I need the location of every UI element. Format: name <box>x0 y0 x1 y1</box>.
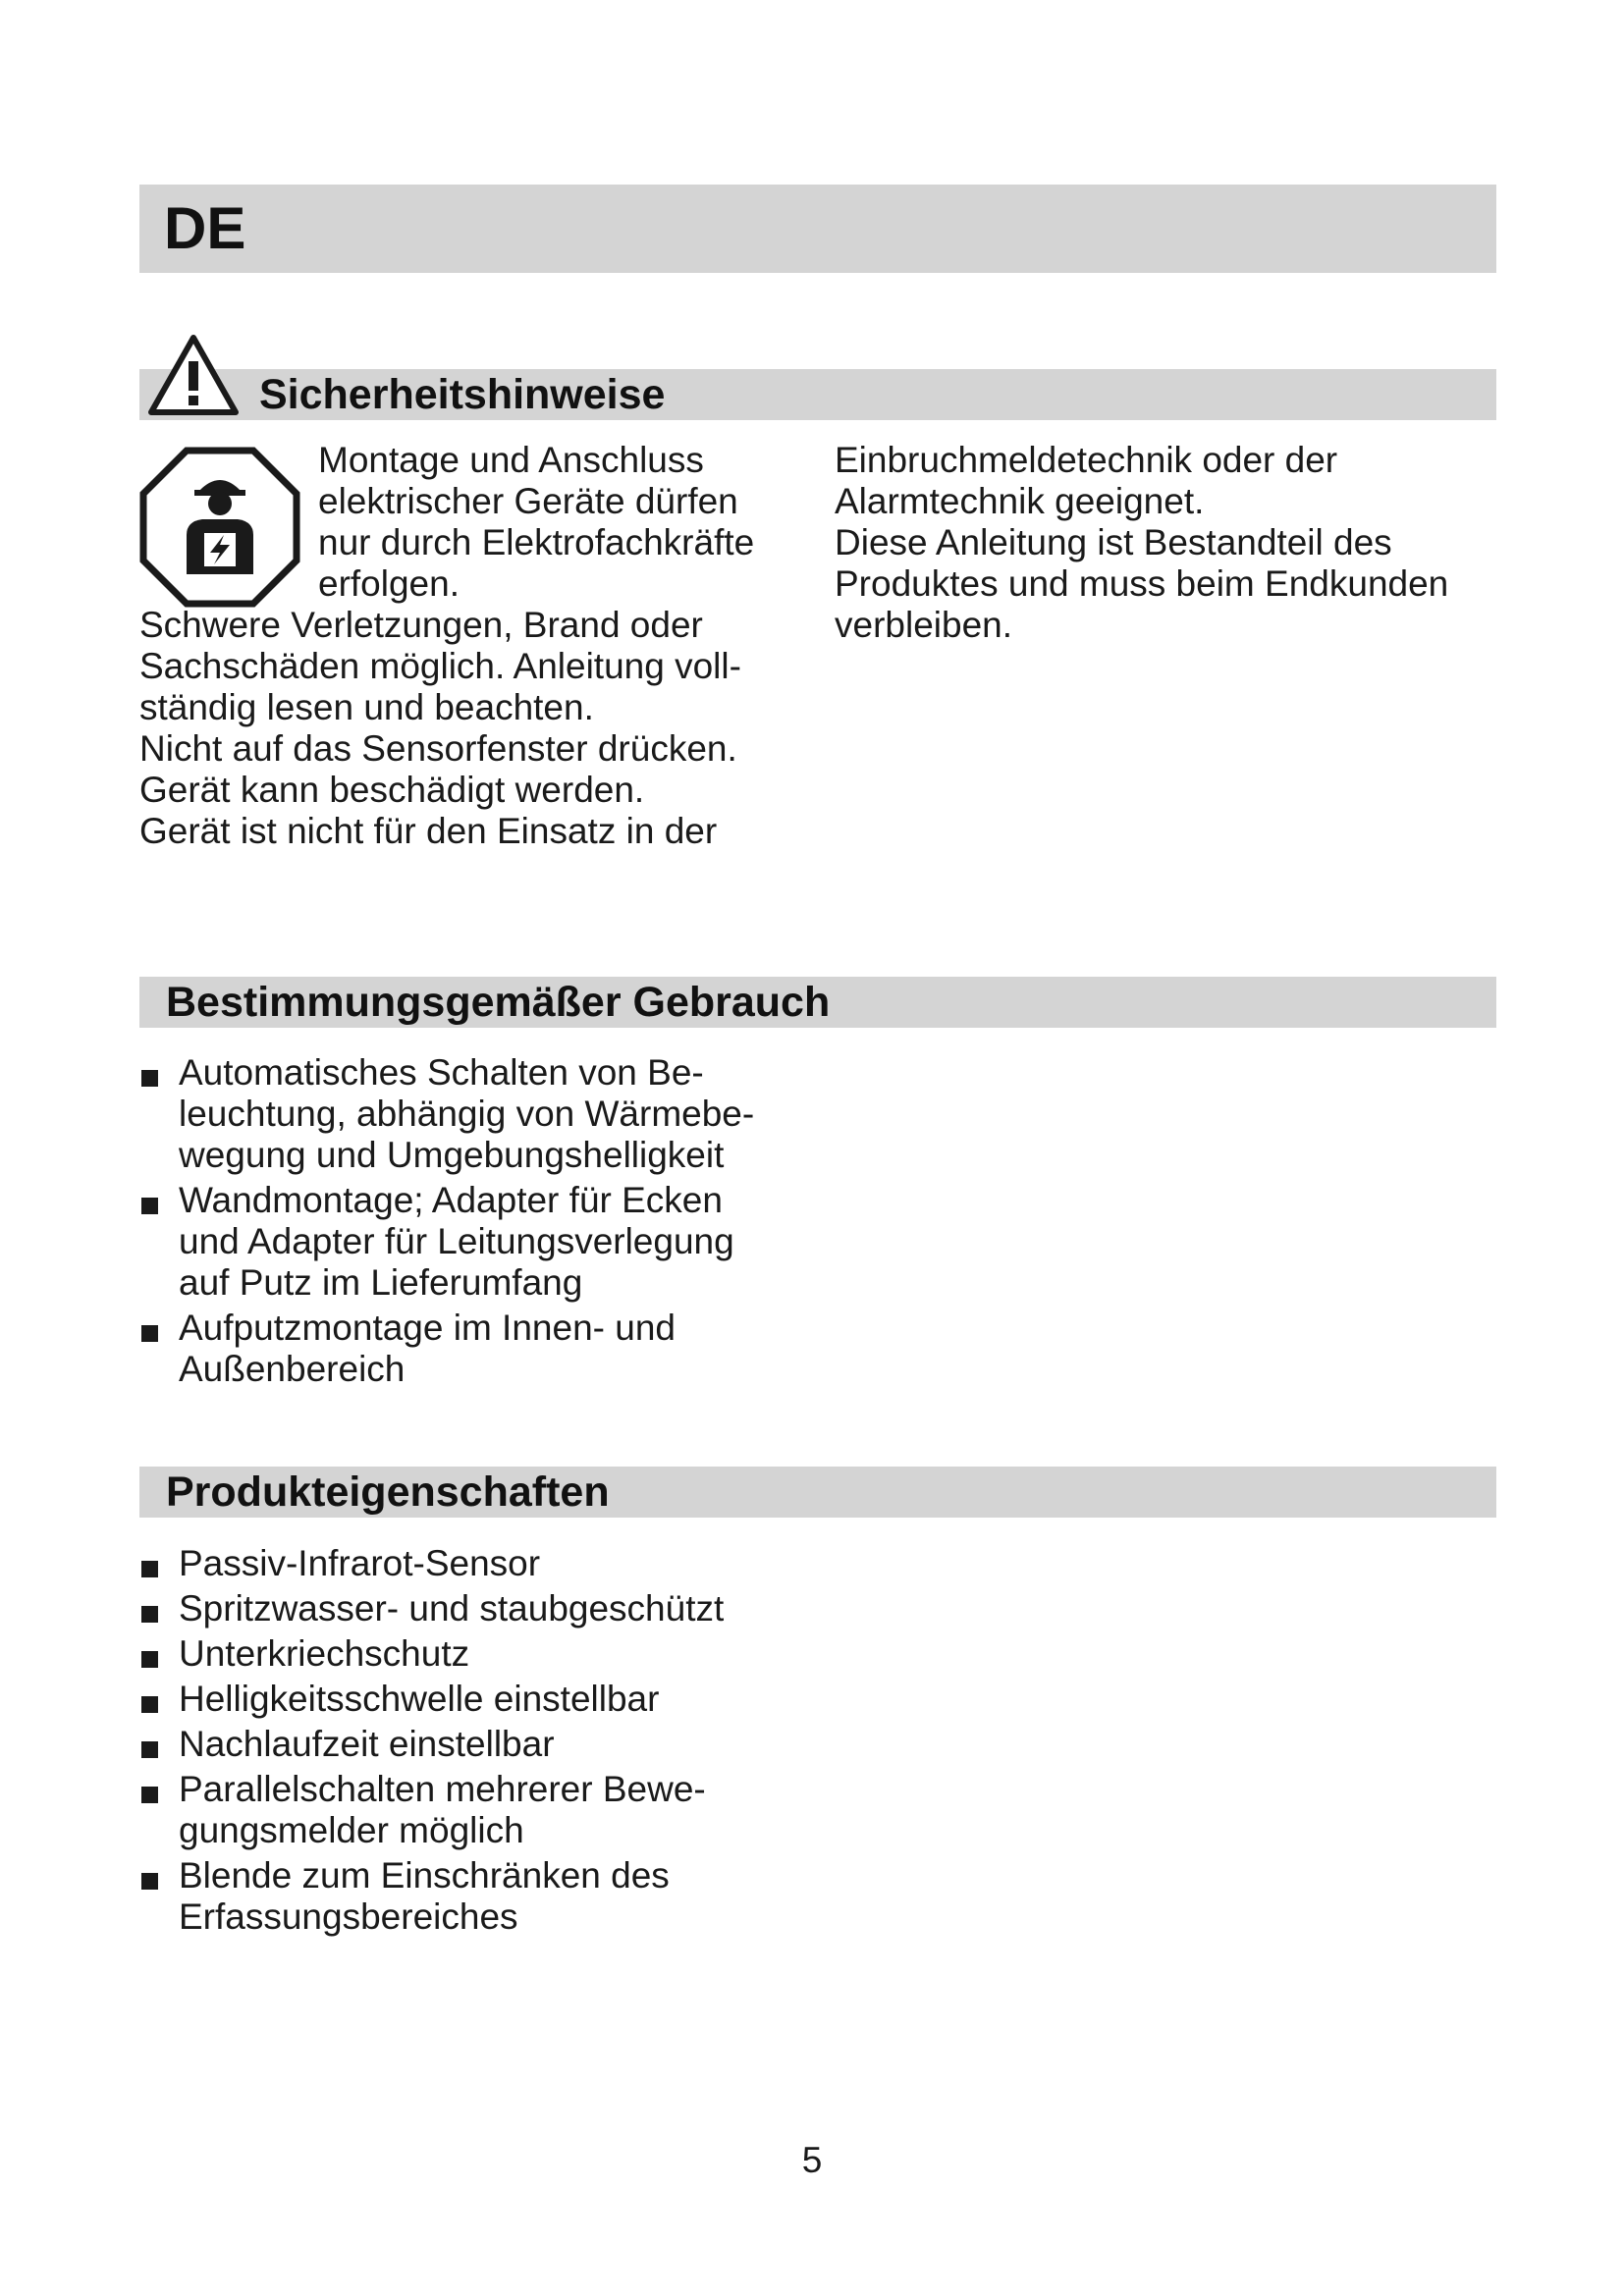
list-item-line: und Adapter für Leitungsverlegung <box>179 1221 734 1261</box>
list-item <box>139 1679 724 1720</box>
list-item-line: Parallelschalten mehrerer Bewe- <box>179 1769 706 1809</box>
list-item-line: Blende zum Einschränken des <box>179 1855 670 1896</box>
features-section-title: Produkteigenschaften <box>166 1468 610 1516</box>
list-item-line: Unterkriechschutz <box>179 1633 470 1674</box>
list-item-line: Automatisches Schalten von Be- <box>179 1052 704 1093</box>
list-item-line: Helligkeitsschwelle einstellbar <box>179 1679 660 1719</box>
safety-text-line: ständig lesen und beachten. <box>139 687 594 727</box>
safety-text-line: Alarmtechnik geeignet. <box>835 481 1205 521</box>
safety-text-line: verbleiben. <box>835 605 1013 645</box>
safety-text-line: nur durch Elektrofachkräfte <box>318 522 755 562</box>
safety-text-line: erfolgen. <box>318 563 460 604</box>
list-item-line: leuchtung, abhängig von Wärmebe- <box>179 1094 755 1134</box>
list-item <box>139 1588 724 1629</box>
safety-text-line: Diese Anleitung ist Bestandteil des <box>835 522 1392 562</box>
list-item-line: auf Putz im Lieferumfang <box>179 1262 583 1303</box>
list-item-line: wegung und Umgebungshelligkeit <box>179 1135 725 1175</box>
list-item <box>139 1769 724 1851</box>
list-item <box>139 1724 724 1765</box>
safety-text-line: Gerät ist nicht für den Einsatz in der <box>139 811 718 851</box>
language-code: DE <box>164 195 246 261</box>
intended-use-section-title: Bestimmungsgemäßer Gebrauch <box>166 979 831 1026</box>
list-item-line: Erfassungsbereiches <box>179 1896 518 1937</box>
page-number: 5 <box>801 2140 823 2180</box>
safety-text-line: Gerät kann beschädigt werden. <box>139 770 645 810</box>
list-item-line: gungsmelder möglich <box>179 1810 524 1850</box>
safety-text-line: Produktes und muss beim Endkunden <box>835 563 1449 604</box>
safety-section-title: Sicherheitshinweise <box>259 371 666 418</box>
list-item-line: Wandmontage; Adapter für Ecken <box>179 1180 723 1220</box>
safety-text-line: Montage und Anschluss <box>318 440 704 480</box>
list-item <box>139 1180 754 1304</box>
safety-text-line: Nicht auf das Sensorfenster drücken. <box>139 728 737 769</box>
list-item-line: Passiv-Infrarot-Sensor <box>179 1543 541 1583</box>
safety-text-line: Einbruchmeldetechnik oder der <box>835 440 1338 480</box>
features-section-header <box>139 1467 1496 1518</box>
safety-text-column-2 <box>835 440 1448 646</box>
list-item <box>139 1855 724 1938</box>
list-item-line: Nachlaufzeit einstellbar <box>179 1724 555 1764</box>
list-item-line: Spritzwasser- und staubgeschützt <box>179 1588 725 1629</box>
safety-text-line: Schwere Verletzungen, Brand oder <box>139 605 703 645</box>
safety-text-line: elektrischer Geräte dürfen <box>318 481 738 521</box>
list-item-line: Außenbereich <box>179 1349 406 1389</box>
safety-text-line: Sachschäden möglich. Anleitung voll- <box>139 646 741 686</box>
safety-section-header <box>139 369 1496 420</box>
list-item-line: Aufputzmontage im Innen- und <box>179 1308 676 1348</box>
intended-use-list <box>139 1052 754 1394</box>
features-list <box>139 1543 724 1942</box>
list-item <box>139 1633 724 1675</box>
list-item <box>139 1052 754 1176</box>
intended-use-section-header <box>139 977 1496 1028</box>
warning-triangle-icon <box>147 334 240 416</box>
safety-text-column-1 <box>139 440 754 852</box>
list-item <box>139 1308 754 1390</box>
list-item <box>139 1543 724 1584</box>
language-header-bar <box>139 185 1496 273</box>
